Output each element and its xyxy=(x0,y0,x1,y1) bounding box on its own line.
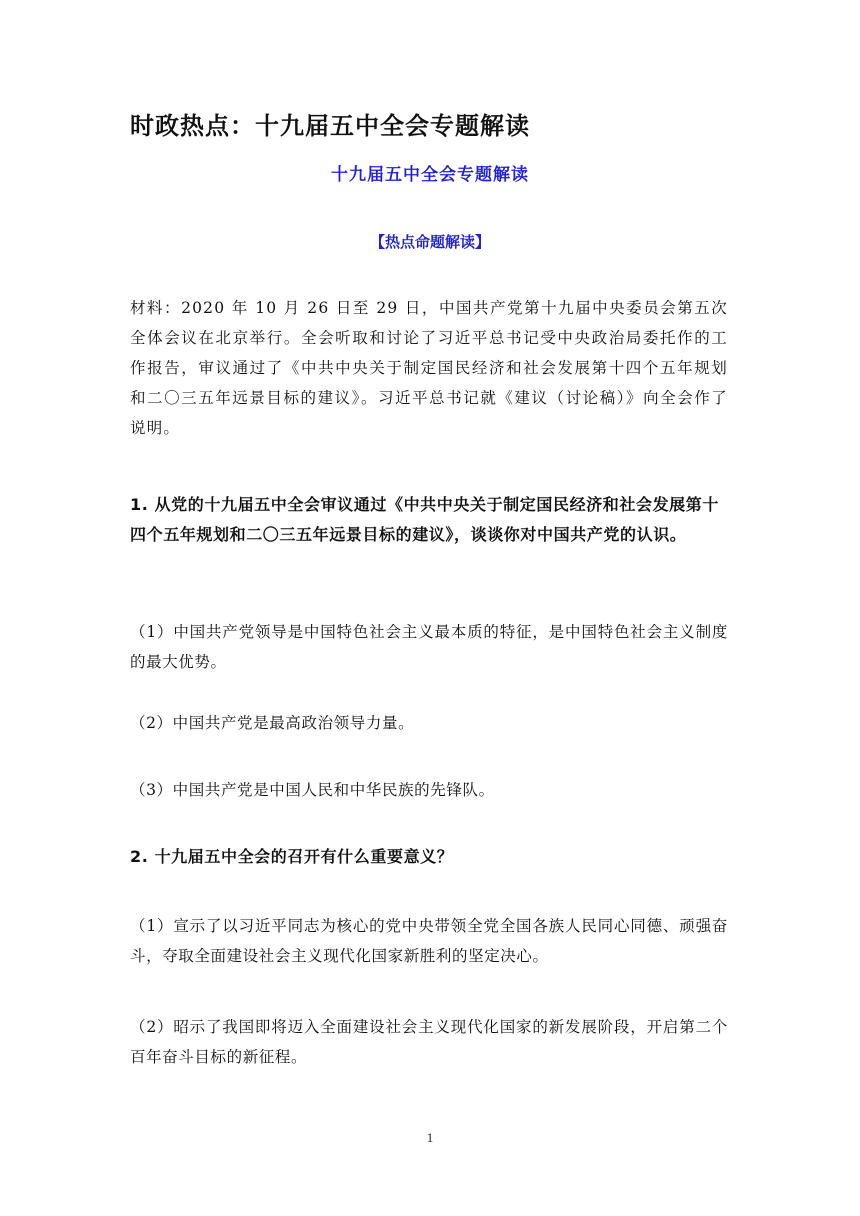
question-2: 2. 十九届五中全会的召开有什么重要意义？ xyxy=(130,847,454,866)
material-paragraph: 材料：2020 年 10 月 26 日至 29 日，中国共产党第十九届中央委员会第五次全体会议在北京举行。全会听取和讨论了习近平总书记受中央政治局委托作的工作报告，审议通过了《中共中央关于制定国民经济和社会发展第十四个五年规划和二〇三五年远景目标的建议》。习近平总书记就《建议（讨论稿）》向全会作了说明。 xyxy=(130,299,728,437)
page-number: 1 xyxy=(426,1130,434,1145)
subtitle: 十九届五中全会专题解读 xyxy=(331,165,529,185)
question-1: 1. 从党的十九届五中全会审议通过《中共中央关于制定国民经济和社会发展第十四个五年规划和二〇三五年远景目标的建议》，谈谈你对中国共产党的认识。 xyxy=(130,495,719,544)
section-heading: 【热点命题解读】 xyxy=(369,233,490,251)
answer-2-2: （2）昭示了我国即将迈入全面建设社会主义现代化国家的新发展阶段，开启第二个百年奋斗目标的新征程。 xyxy=(130,1018,728,1066)
answer-1-3: （3）中国共产党是中国人民和中华民族的先锋队。 xyxy=(130,781,495,799)
answer-1-2: （2）中国共产党是最高政治领导力量。 xyxy=(130,714,415,732)
answer-1-1: （1）中国共产党领导是中国特色社会主义最本质的特征，是中国特色社会主义制度的最大优势。 xyxy=(130,623,728,671)
page-title: 时政热点：十九届五中全会专题解读 xyxy=(130,112,530,140)
answer-2-1: （1）宣示了以习近平同志为核心的党中央带领全党全国各族人民同心同德、顽强奋斗，夺取全面建设社会主义现代化国家新胜利的坚定决心。 xyxy=(130,917,728,965)
